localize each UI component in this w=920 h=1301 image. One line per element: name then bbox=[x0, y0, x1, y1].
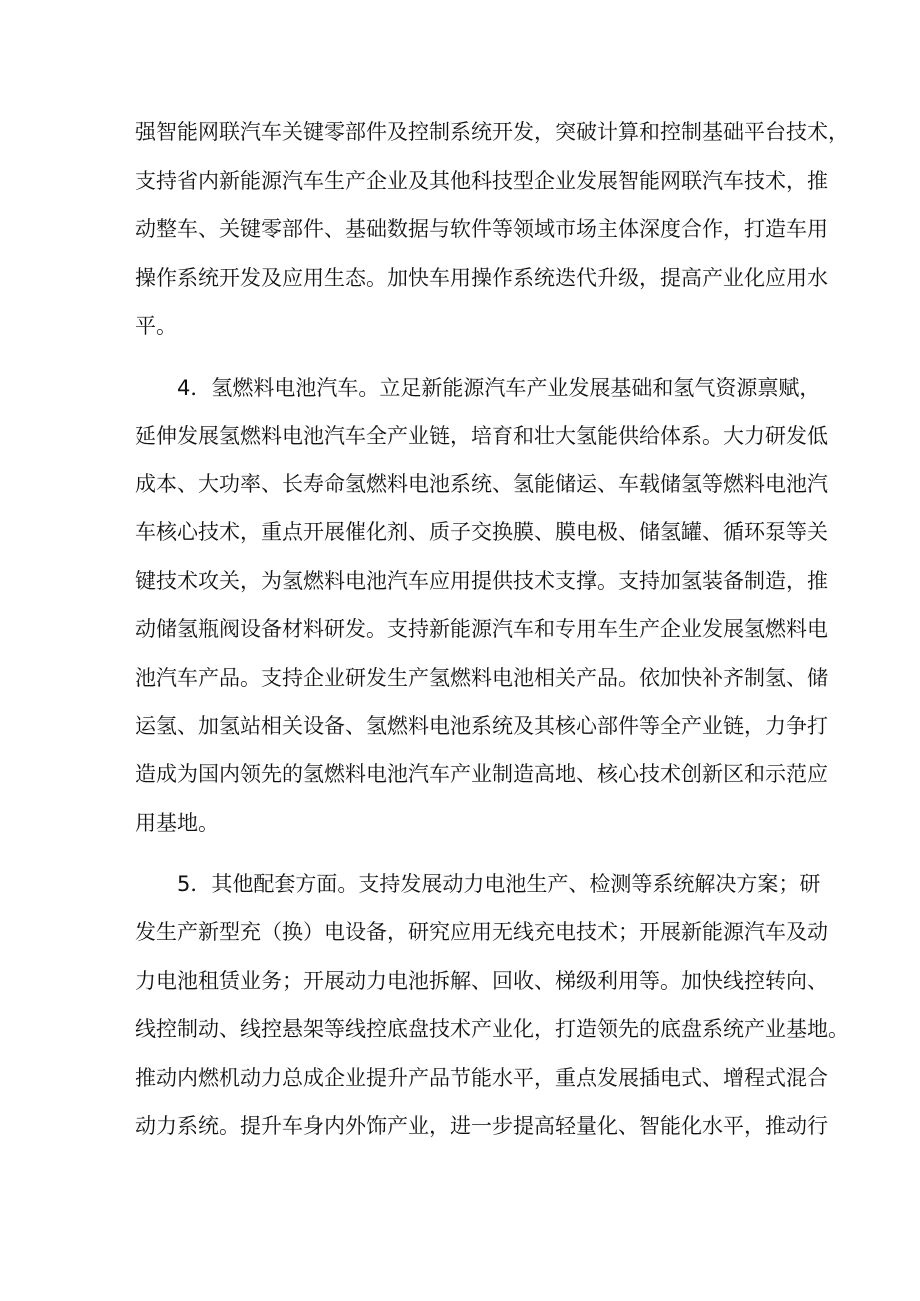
text-line: 4．氢燃料电池汽车。立足新能源汽车产业发展基础和氢气资源禀赋， bbox=[177, 376, 821, 400]
text-line: 发生产新型充（换）电设备，研究应用无线充电技术；开展新能源汽车及动 bbox=[135, 920, 828, 944]
text-line: 成本、大功率、长寿命氢燃料电池系统、氢能储运、车载储氢等燃料电池汽 bbox=[135, 472, 828, 496]
text-line: 操作系统开发及应用生态。加快车用操作系统迭代升级，提高产业化应用水 bbox=[135, 266, 828, 290]
text-line: 动储氢瓶阀设备材料研发。支持新能源汽车和专用车生产企业发展氢燃料电 bbox=[135, 617, 828, 641]
text-line: 线控制动、线控悬架等线控底盘技术产业化，打造领先的底盘系统产业基地。 bbox=[135, 1017, 849, 1041]
text-line: 运氢、加氢站相关设备、氢燃料电池系统及其核心部件等全产业链，力争打 bbox=[135, 714, 828, 738]
text-line: 用基地。 bbox=[135, 811, 219, 835]
text-line: 动力系统。提升车身内外饰产业，进一步提高轻量化、智能化水平，推动行 bbox=[135, 1114, 828, 1138]
text-line: 车核心技术，重点开展催化剂、质子交换膜、膜电极、储氢罐、循环泵等关 bbox=[135, 520, 828, 544]
text-line: 延伸发展氢燃料电池汽车全产业链，培育和壮大氢能供给体系。大力研发低 bbox=[135, 424, 828, 448]
text-line: 造成为国内领先的氢燃料电池汽车产业制造高地、核心技术创新区和示范应 bbox=[135, 762, 828, 786]
text-line: 支持省内新能源汽车生产企业及其他科技型企业发展智能网联汽车技术，推 bbox=[135, 169, 828, 193]
text-line: 池汽车产品。支持企业研发生产氢燃料电池相关产品。依加快补齐制氢、储 bbox=[135, 666, 828, 690]
text-line: 键技术攻关，为氢燃料电池汽车应用提供技术支撑。支持加氢装备制造，推 bbox=[135, 569, 828, 593]
text-line: 力电池租赁业务；开展动力电池拆解、回收、梯级利用等。加快线控转向、 bbox=[135, 969, 828, 993]
text-line: 5．其他配套方面。支持发展动力电池生产、检测等系统解决方案；研 bbox=[177, 872, 821, 896]
text-line: 推动内燃机动力总成企业提升产品节能水平，重点发展插电式、增程式混合 bbox=[135, 1066, 828, 1090]
text-line: 动整车、关键零部件、基础数据与软件等领域市场主体深度合作，打造车用 bbox=[135, 217, 828, 241]
text-line: 平。 bbox=[135, 314, 177, 338]
text-line: 强智能网联汽车关键零部件及控制系统开发，突破计算和控制基础平台技术， bbox=[135, 120, 849, 144]
